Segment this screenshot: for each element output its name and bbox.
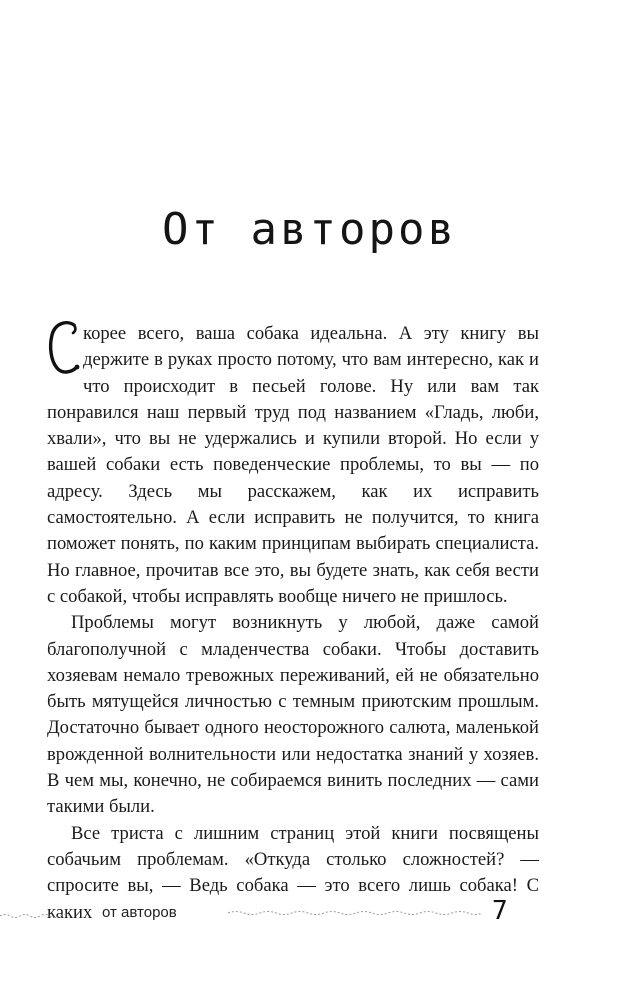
dropcap-glyph xyxy=(47,319,81,375)
footer-rule-left xyxy=(0,910,70,920)
paragraph-1-text: корее всего, ваша собака идеальна. А эту книгу вы держите в руках просто потому, что вам интересно, как и что происходит в песьей голове. Ну или вам так понравился наш первый труд под названием «Гладь, люби, хвали», что вы не удержались и купили второй. Но если у вашей собаки есть поведенческие проблемы, то вы — по адресу. Здесь мы расскажем, как их исправить самостоятельно. А если исправить не получится, то книга поможет понять, по каким принципам выбирать специалиста. Но главное, прочитав все это, вы будете знать, как себя вести с собакой, чтобы исправлять вообще ничего не пришлось. xyxy=(47,323,539,607)
page-footer xyxy=(0,896,619,936)
dropcap-letter xyxy=(47,319,81,375)
chapter-body xyxy=(47,321,539,926)
footer-rule-right xyxy=(228,908,482,918)
paragraph-3: Все триста с лишним страниц этой книги посвящены собачьим проблемам. «Откуда столько сложностей? — спросите вы, — Ведь собака — это всего лишь собака! С каких xyxy=(47,822,539,923)
chapter-title: От авторов xyxy=(162,204,457,255)
paragraph-2: Проблемы могут возникнуть у любой, даже самой благополучной с младенчества собаки. Чтобы доставить хозяевам немало тревожных переживаний, ей не обязательно быть мятущейся личностью с темным приютским прошлым. Достаточно бывает одного неосторожного салюта, маленькой врожденной волнительности или недостатка знаний у хозяев. В чем мы, конечно, не собираемся винить последних — сами такими были. xyxy=(47,612,539,818)
footer-section-label: от авторов xyxy=(102,904,177,921)
paragraph-1 xyxy=(47,321,539,610)
page-number: 7 xyxy=(492,896,508,926)
